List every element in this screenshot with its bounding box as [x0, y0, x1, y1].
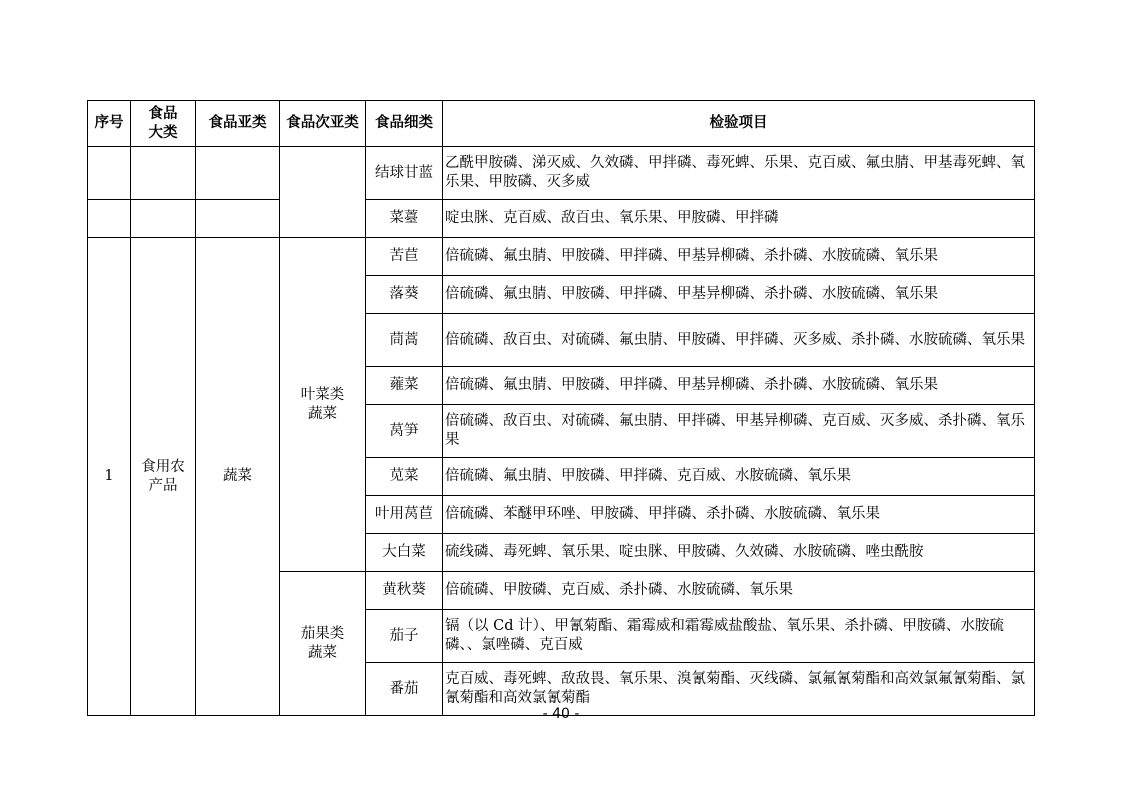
items-cell: 乙酰甲胺磷、涕灭威、久效磷、甲拌磷、毒死蜱、乐果、克百威、氟虫腈、甲基毒死蜱、氧乐果、甲胺磷、灭多威 — [443, 147, 1035, 200]
leafy-text: 叶菜类蔬菜 — [300, 386, 345, 422]
solanaceous-text: 茄果类蔬菜 — [300, 625, 345, 661]
detail-cell: 结球甘蓝 — [366, 147, 443, 200]
sub-subcategory-cell-empty — [280, 147, 366, 238]
header-detail: 食品细类 — [366, 101, 443, 147]
header-category-text: 食品大类 — [148, 105, 178, 141]
detail-cell: 莴笋 — [366, 405, 443, 458]
items-cell: 倍硫磷、氟虫腈、甲胺磷、甲拌磷、克百威、水胺硫磷、氧乐果 — [443, 458, 1035, 496]
items-cell: 克百威、毒死蜱、敌敌畏、氧乐果、溴氰菊酯、灭线磷、氯氟氰菊酯和高效氯氟氰菊酯、氯氰菊酯和高效氯氰菊酯 — [443, 663, 1035, 716]
inspection-table — [87, 100, 1035, 716]
seq-cell-empty — [88, 200, 131, 238]
detail-cell: 蕹菜 — [366, 367, 443, 405]
detail-cell: 番茄 — [366, 663, 443, 716]
items-cell: 倍硫磷、氟虫腈、甲胺磷、甲拌磷、甲基异柳磷、杀扑磷、水胺硫磷、氧乐果 — [443, 238, 1035, 276]
category-cell — [131, 238, 196, 716]
header-seq: 序号 — [88, 101, 131, 147]
items-cell: 硫线磷、毒死蜱、氧乐果、啶虫脒、甲胺磷、久效磷、水胺硫磷、唑虫酰胺 — [443, 534, 1035, 572]
items-cell: 啶虫脒、克百威、敌百虫、氧乐果、甲胺磷、甲拌磷 — [443, 200, 1035, 238]
sub-subcategory-leafy — [280, 238, 366, 572]
seq-cell-empty — [88, 147, 131, 200]
items-cell: 倍硫磷、敌百虫、对硫磷、氟虫腈、甲拌磷、甲基异柳磷、克百威、灭多威、杀扑磷、氧乐果 — [443, 405, 1035, 458]
header-row — [88, 101, 1035, 147]
detail-cell: 苋菜 — [366, 458, 443, 496]
detail-cell: 菜薹 — [366, 200, 443, 238]
category-cell-empty — [131, 200, 196, 238]
detail-cell: 落葵 — [366, 276, 443, 314]
detail-cell: 黄秋葵 — [366, 572, 443, 610]
subcategory-cell-empty — [196, 147, 280, 200]
seq-cell: 1 — [88, 238, 131, 716]
detail-cell: 茼蒿 — [366, 314, 443, 367]
header-sub-subcategory: 食品次亚类 — [280, 101, 366, 147]
items-cell: 倍硫磷、氟虫腈、甲胺磷、甲拌磷、甲基异柳磷、杀扑磷、水胺硫磷、氧乐果 — [443, 276, 1035, 314]
category-text: 食用农产品 — [141, 458, 185, 494]
detail-cell: 大白菜 — [366, 534, 443, 572]
detail-cell: 茄子 — [366, 610, 443, 663]
page-number: - 40 - — [542, 706, 580, 722]
items-cell: 倍硫磷、甲胺磷、克百威、杀扑磷、水胺硫磷、氧乐果 — [443, 572, 1035, 610]
header-subcategory: 食品亚类 — [196, 101, 280, 147]
header-category — [131, 101, 196, 147]
subcategory-cell-empty — [196, 200, 280, 238]
sub-subcategory-solanaceous — [280, 572, 366, 716]
items-cell: 镉（以 Cd 计）、甲氰菊酯、霜霉威和霜霉威盐酸盐、氧乐果、杀扑磷、甲胺磷、水胺硫磷、、氯唑磷、克百威 — [443, 610, 1035, 663]
subcategory-cell: 蔬菜 — [196, 238, 280, 716]
detail-cell: 叶用莴苣 — [366, 496, 443, 534]
table-row — [88, 200, 1035, 238]
table-row — [88, 238, 1035, 276]
detail-cell: 苦苣 — [366, 238, 443, 276]
header-items: 检验项目 — [443, 101, 1035, 147]
items-cell: 倍硫磷、敌百虫、对硫磷、氟虫腈、甲胺磷、甲拌磷、灭多威、杀扑磷、水胺硫磷、氧乐果 — [443, 314, 1035, 367]
table-row — [88, 147, 1035, 200]
category-cell-empty — [131, 147, 196, 200]
items-cell: 倍硫磷、苯醚甲环唑、甲胺磷、甲拌磷、杀扑磷、水胺硫磷、氧乐果 — [443, 496, 1035, 534]
items-cell: 倍硫磷、氟虫腈、甲胺磷、甲拌磷、甲基异柳磷、杀扑磷、水胺硫磷、氧乐果 — [443, 367, 1035, 405]
